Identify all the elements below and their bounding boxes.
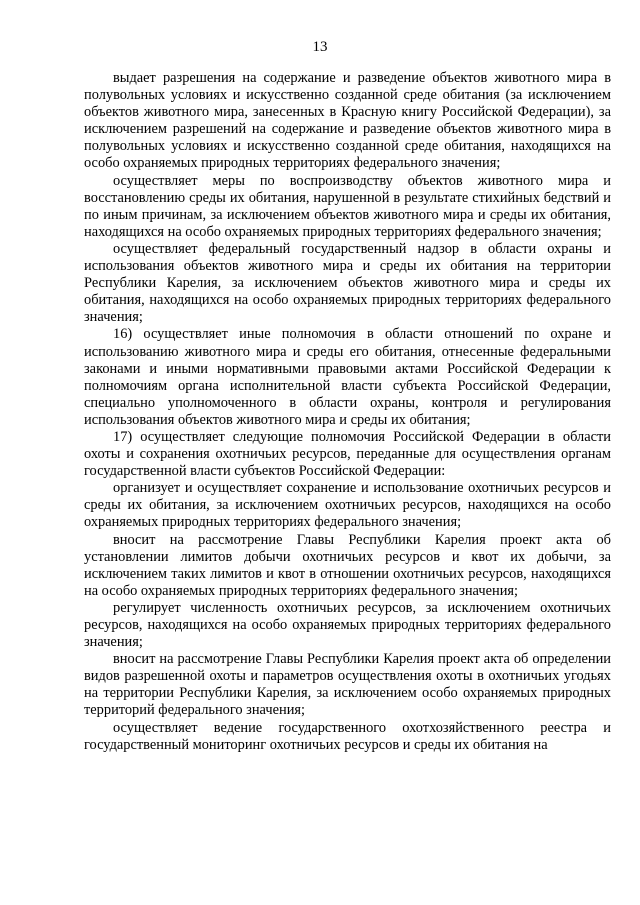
document-body [84,70,611,754]
page-number: 13 [312,39,328,55]
paragraph-hunting-types: вносит на рассмотрение Главы Республики Карелия проект акта об определении видов разрешенной охоты и параметров осуществления охоты в охотничьих угодьях на территории Республики Карелия, за исключением особо охраняемых природных территорий федерального значения; [84,651,611,719]
paragraph-registry-monitoring: осуществляет ведение государственного охотхозяйственного реестра и государственный мониторинг охотничьих ресурсов и среды их обитания на [84,719,611,753]
paragraph-harvest-limits: вносит на рассмотрение Главы Республики Карелия проект акта об установлении лимитов добычи охотничьих ресурсов и квот их добычи, за исключением таких лимитов и квот в отношении охотничьих ресурсов, находящихся на особо охраняемых природных территориях федерального значения; [84,531,611,599]
paragraph-item-17: 17) осуществляет следующие полномочия Российской Федерации в области охоты и сохранения охотничьих ресурсов, переданные для осуществления органам государственной власти субъектов Российской Федерации: [84,428,611,480]
paragraph-reproduction-measures: осуществляет меры по воспроизводству объектов животного мира и восстановлению среды их обитания, нарушенной в результате стихийных бедствий и по иным причинам, за исключением объектов животного мира и среды их обитания, находящихся на особо охраняемых природных территориях федерального значения; [84,172,611,240]
paragraph-item-16: 16) осуществляет иные полномочия в области отношений по охране и использованию животного мира и среды его обитания, отнесенные федеральными законами и иными нормативными правовыми актами Российской Федерации к полномочиям органа исполнительной власти субъекта Российской Федерации, специально уполномоченного в области охраны, контроля и регулирования использования объектов животного мира и среды их обитания; [84,326,611,428]
paragraph-permits: выдает разрешения на содержание и разведение объектов животного мира в полувольных условиях и искусственно созданной среде обитания (за исключением объектов животного мира, занесенных в Красную книгу Российской Федерации), за исключением разрешений на содержание и разведение объектов животного мира в полувольных условиях и искусственно созданной среде обитания, находящихся на особо охраняемых природных территориях федерального значения; [84,70,611,172]
paragraph-organizes-conservation: организует и осуществляет сохранение и использование охотничьих ресурсов и среды их обитания, за исключением охотничьих ресурсов, находящихся на особо охраняемых природных территориях федерального значения; [84,480,611,531]
paragraph-population-regulation: регулирует численность охотничьих ресурсов, за исключением охотничьих ресурсов, находящихся на особо охраняемых природных территориях федерального значения; [84,599,611,651]
paragraph-federal-supervision: осуществляет федеральный государственный надзор в области охраны и использования объектов животного мира и среды их обитания на территории Республики Карелия, за исключением объектов животного мира и среды их обитания, находящихся на особо охраняемых природных территориях федерального значения; [84,240,611,326]
